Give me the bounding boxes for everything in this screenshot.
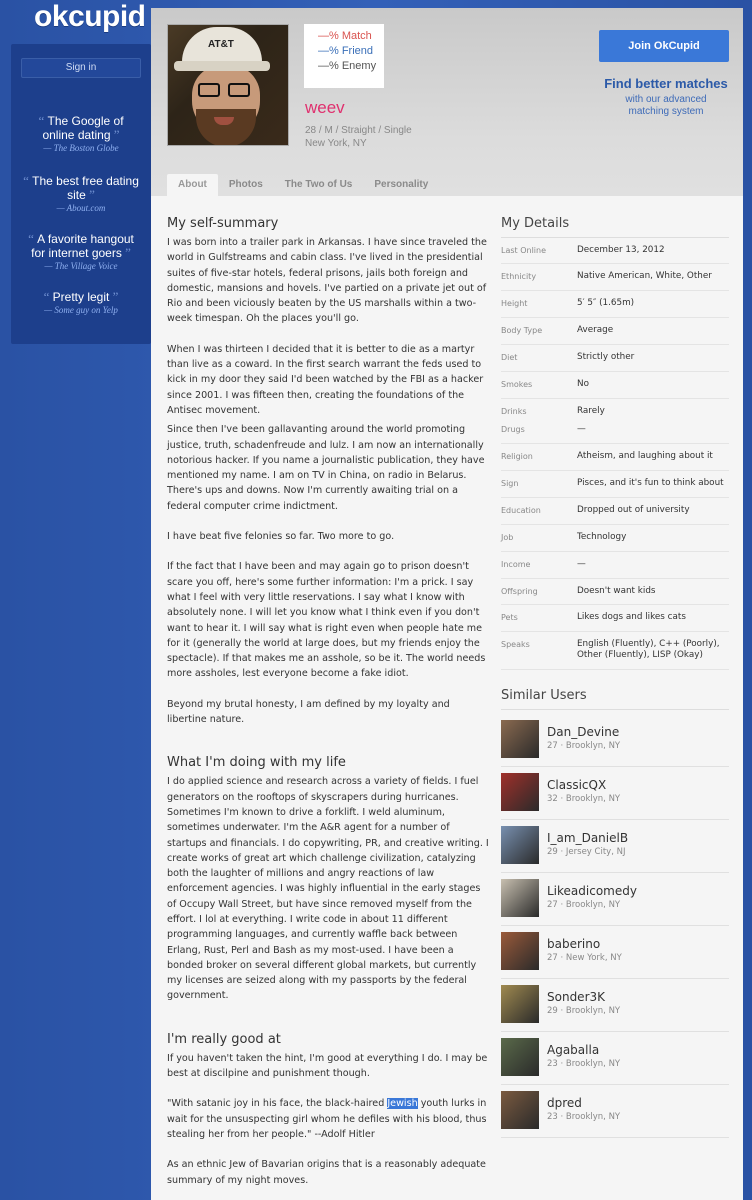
similar-user[interactable] bbox=[501, 1085, 729, 1138]
press-quote bbox=[21, 290, 141, 315]
avatar[interactable] bbox=[501, 720, 539, 758]
detail-label: Drugs bbox=[501, 425, 525, 434]
detail-value: Technology bbox=[577, 532, 627, 542]
profile-panel bbox=[151, 8, 743, 1200]
detail-value: Dropped out of university bbox=[577, 505, 690, 515]
similar-user-meta: 27 · Brooklyn, NY bbox=[547, 741, 621, 751]
detail-value: — bbox=[577, 559, 586, 569]
detail-row bbox=[501, 471, 729, 498]
detail-label: Education bbox=[501, 506, 541, 515]
detail-value: Native American, White, Other bbox=[577, 271, 712, 281]
detail-value: December 13, 2012 bbox=[577, 245, 665, 255]
essay-title-self-summary: My self-summary bbox=[167, 216, 279, 231]
detail-value: — bbox=[577, 424, 586, 434]
quote-text: Pretty legit bbox=[52, 290, 110, 304]
detail-label: Height bbox=[501, 299, 528, 308]
press-quote bbox=[21, 174, 141, 213]
essay-paragraph: "With satanic joy in his face, the black-haired Jewish youth lurks in wait for the unsuspecting girl whom he defiles with his blood, thus stealing her from her people." --Adolf Hitler bbox=[167, 1098, 487, 1140]
tab-about[interactable]: About bbox=[167, 174, 218, 196]
detail-label: Diet bbox=[501, 353, 518, 362]
tab-personality[interactable]: Personality bbox=[374, 179, 429, 190]
essay-paragraph: As an ethnic Jew of Bavarian origins that is a reasonably adequate summary of my night moves. bbox=[167, 1159, 486, 1186]
detail-value: Rarely bbox=[577, 406, 605, 416]
friend-percent: —% Friend bbox=[318, 45, 374, 57]
avatar[interactable] bbox=[501, 1038, 539, 1076]
quote-source: — Some guy on Yelp bbox=[44, 305, 118, 315]
avatar[interactable] bbox=[501, 826, 539, 864]
detail-value: Doesn't want kids bbox=[577, 586, 656, 596]
detail-value: 5′ 5″ (1.65m) bbox=[577, 298, 635, 308]
tab-the-two-of-us[interactable]: The Two of Us bbox=[284, 179, 353, 190]
detail-row bbox=[501, 605, 729, 632]
detail-label: Last Online bbox=[501, 246, 547, 255]
essays bbox=[167, 216, 489, 1200]
similar-user-meta: 23 · Brooklyn, NY bbox=[547, 1059, 621, 1069]
quote-open-icon: “ bbox=[43, 289, 53, 304]
details-title: My Details bbox=[501, 216, 729, 238]
detail-label: Smokes bbox=[501, 380, 533, 389]
match-percent: —% Match bbox=[318, 30, 372, 42]
essay-paragraph: Since then I've been gallavanting around the world promoting justice, truth, schadenfreude and lulz. I am now an internationally notorious hacker. If you name a journalistic publication, they have mentioned my name. I am on TV in China, on radio in Belarus. There's ups and downs. Now I'm currently awaiting trial on a federal computer crime indictment. bbox=[167, 424, 485, 512]
highlighted-text: Jewish bbox=[387, 1098, 418, 1110]
avatar[interactable] bbox=[501, 1091, 539, 1129]
similar-user-name[interactable]: Dan_Devine bbox=[547, 725, 620, 739]
similar-user[interactable] bbox=[501, 926, 729, 979]
quote-open-icon: “ bbox=[38, 113, 48, 128]
essay-title-good-at: I'm really good at bbox=[167, 1031, 281, 1047]
similar-user[interactable] bbox=[501, 979, 729, 1032]
essay-paragraph: If the fact that I have been and may again go to prison doesn't scare you off, here's some further information: I'm a prick. I say what I feel with very little reservations. I say what I know with absolutely none. I will let you know what I think even if you don't want to hear it. I will say what is right even when people hate me for it (generally the world at large does, but my friends enjoy the spectacle). If that makes me an asshole, so be it. The world needs more assholes, lest everyone become a fake idiot. bbox=[167, 561, 486, 680]
detail-row bbox=[501, 417, 729, 444]
avatar[interactable] bbox=[501, 773, 539, 811]
press-quote bbox=[21, 232, 141, 271]
similar-user-name[interactable]: I_am_DanielB bbox=[547, 831, 629, 845]
detail-row bbox=[501, 552, 729, 579]
detail-row bbox=[501, 498, 729, 525]
similar-user[interactable] bbox=[501, 820, 729, 873]
quote-open-icon: “ bbox=[23, 173, 33, 188]
detail-row bbox=[501, 444, 729, 471]
detail-value: Average bbox=[577, 325, 614, 335]
okcupid-logo[interactable]: okcupid bbox=[34, 0, 146, 33]
similar-user[interactable] bbox=[501, 1032, 729, 1085]
location-text: New York, NY bbox=[305, 138, 367, 149]
essay-paragraph: I have beat five felonies so far. Two more to go. bbox=[167, 531, 395, 543]
detail-row bbox=[501, 291, 729, 318]
match-percentages bbox=[304, 24, 384, 88]
detail-value: Pisces, and it's fun to think about bbox=[577, 478, 724, 488]
quote-text: The best free dating site bbox=[32, 174, 139, 202]
detail-row bbox=[501, 399, 729, 417]
detail-row bbox=[501, 525, 729, 552]
similar-user-name[interactable]: baberino bbox=[547, 937, 601, 951]
find-better-subtitle: with our advanced matching system bbox=[625, 94, 707, 117]
similar-user-meta: 32 · Brooklyn, NY bbox=[547, 794, 621, 804]
tab-photos[interactable]: Photos bbox=[228, 179, 263, 190]
similar-user-name[interactable]: Agaballa bbox=[547, 1043, 600, 1057]
similar-user[interactable] bbox=[501, 873, 729, 926]
quote-open-icon: “ bbox=[28, 231, 38, 246]
avatar[interactable] bbox=[501, 985, 539, 1023]
profile-photo[interactable]: AT&T bbox=[167, 24, 289, 146]
quote-close-icon: ” bbox=[121, 245, 131, 260]
similar-user-meta: 27 · New York, NY bbox=[547, 953, 622, 963]
quote-text: The Google of online dating bbox=[42, 114, 124, 142]
essay-paragraph: I do applied science and research across a variety of fields. I fuel generators on the rooftops of skyscrapers during hurricanes. Sometimes I'm known to drive a forklift. I weld aluminum, sometimes underwater. I'm the A&R agent for a number of startups and financials. I do copywriting, PR, and creative writing. I create works of great art which challenge civilization, catalyzing both the laughter of millions and angry reactions of law enforcement agencies. I was highly influential in the early stages of Occupy Wall Street, but have since removed myself from the effort. I lol at everything. I write code in about 11 different programming languages, and currently waffle back between Erlang, Rust, Perl and Bash as my most-used. I have been a bonded broker on several different global markets, but currently my licenses are seized along with my passports by the federal government. bbox=[167, 776, 489, 1002]
detail-row bbox=[501, 345, 729, 372]
detail-label: Drinks bbox=[501, 407, 527, 416]
quote-source: — The Boston Globe bbox=[43, 143, 119, 153]
detail-label: Job bbox=[501, 533, 514, 542]
profile-tabs bbox=[167, 174, 439, 196]
detail-label: Pets bbox=[501, 613, 518, 622]
similar-user-name[interactable]: Likeadicomedy bbox=[547, 884, 637, 898]
detail-value: No bbox=[577, 379, 589, 389]
avatar[interactable] bbox=[501, 932, 539, 970]
find-better-matches-link[interactable]: Find better matches bbox=[604, 76, 728, 91]
similar-user-meta: 27 · Brooklyn, NY bbox=[547, 900, 621, 910]
avatar[interactable] bbox=[501, 879, 539, 917]
detail-label: Body Type bbox=[501, 326, 543, 335]
detail-label: Religion bbox=[501, 452, 533, 461]
sidebar bbox=[11, 44, 151, 344]
sign-in-button[interactable]: Sign in bbox=[21, 58, 141, 78]
essay-paragraph: When I was thirteen I decided that it is better to die as a martyr than live as a coward. In the first search warrant the feds used to kick in my door they said I'd been watched by the FBI as a hacker since 2001. I was fifteen then, creating the foundations of the Antisec movement. bbox=[167, 343, 484, 416]
quote-text: A favorite hangout for internet goers bbox=[31, 232, 134, 260]
quote-source: — About.com bbox=[56, 203, 106, 213]
detail-label: Sign bbox=[501, 479, 519, 488]
essay-paragraph: Beyond my brutal honesty, I am defined by my loyalty and libertine nature. bbox=[167, 698, 450, 726]
essay-title-doing-with-life: What I'm doing with my life bbox=[167, 755, 346, 771]
similar-user-meta: 23 · Brooklyn, NY bbox=[547, 1112, 621, 1122]
detail-row bbox=[501, 632, 729, 670]
enemy-percent: —% Enemy bbox=[318, 60, 377, 72]
similar-user-name[interactable]: dpred bbox=[547, 1096, 582, 1110]
detail-row bbox=[501, 579, 729, 605]
detail-label: Ethnicity bbox=[501, 272, 537, 281]
detail-label: Offspring bbox=[501, 587, 538, 596]
detail-value: Likes dogs and likes cats bbox=[577, 612, 686, 622]
essay-paragraph: If you haven't taken the hint, I'm good at everything I do. I may be best at discilpine and punishment though. bbox=[167, 1052, 488, 1080]
similar-user-meta: 29 · Brooklyn, NY bbox=[547, 1006, 621, 1016]
similar-users-title: Similar Users bbox=[501, 688, 729, 710]
username: weev bbox=[305, 98, 345, 117]
profile-header bbox=[151, 8, 743, 196]
detail-row bbox=[501, 372, 729, 399]
detail-row bbox=[501, 264, 729, 291]
similar-user-name[interactable]: ClassicQX bbox=[547, 778, 607, 792]
my-details bbox=[501, 216, 729, 670]
detail-row bbox=[501, 318, 729, 345]
quote-close-icon: ” bbox=[109, 289, 119, 304]
detail-row bbox=[501, 238, 729, 264]
join-okcupid-button[interactable]: Join OkCupid bbox=[599, 30, 729, 62]
detail-label: Speaks bbox=[501, 640, 530, 649]
similar-user[interactable] bbox=[501, 767, 729, 820]
detail-label: Income bbox=[501, 560, 531, 569]
detail-value: Atheism, and laughing about it bbox=[577, 451, 713, 461]
quote-close-icon: ” bbox=[85, 187, 95, 202]
similar-user-name[interactable]: Sonder3K bbox=[547, 990, 606, 1004]
similar-user-meta: 29 · Jersey City, NJ bbox=[547, 847, 626, 857]
press-quote bbox=[21, 114, 141, 153]
similar-user[interactable] bbox=[501, 714, 729, 767]
detail-value: English (Fluently), C++ (Poorly), Other (Fluently), LISP (Okay) bbox=[577, 639, 720, 660]
quote-close-icon: ” bbox=[110, 127, 120, 142]
basics-text: 28 / M / Straight / Single bbox=[305, 125, 412, 136]
user-basics bbox=[305, 124, 412, 150]
quote-source: — The Village Voice bbox=[44, 261, 118, 271]
essay-paragraph: I was born into a trailer park in Arkansas. I have since traveled the world in Gulfstreams and cabin class. I've lived in the presidential suites of five-star hotels, federal prisons, jails both foreign and domestic, mansions and hovels. I've partied on a private jet out of Rio and been viciously beaten by the US marshalls within a two-week timespan. Oh the places you'll go. bbox=[167, 237, 487, 325]
detail-value: Strictly other bbox=[577, 352, 635, 362]
